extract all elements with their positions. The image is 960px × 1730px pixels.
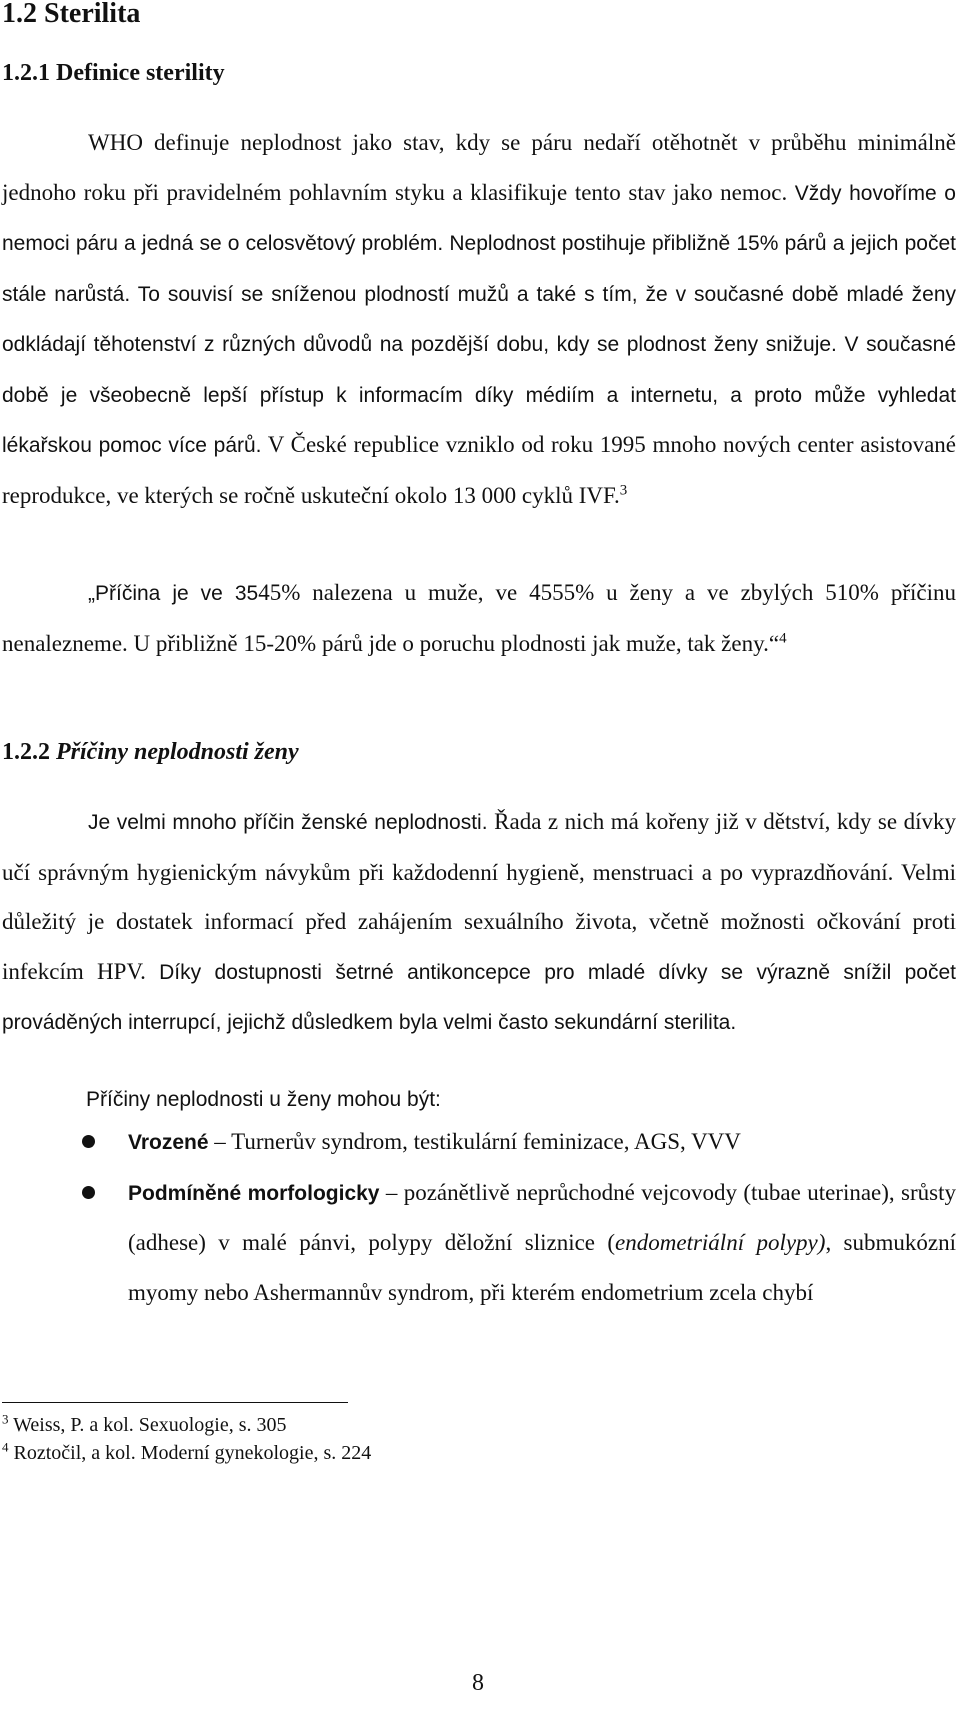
footnote-3 xyxy=(2,1411,371,1439)
list-item-text-end: , submukózní myomy nebo Ashermannův syndrom, při kterém endometrium zcela chybí xyxy=(128,1230,956,1305)
footnote-4 xyxy=(2,1439,371,1467)
page-number: 8 xyxy=(472,1670,484,1696)
footnote-ref-4: 4 xyxy=(779,629,787,646)
bullet-icon xyxy=(82,1186,95,1199)
quote-part-b: 45% nalezena u muže, ve 45 xyxy=(258,580,553,605)
footnotes xyxy=(2,1411,371,1467)
list-intro: Příčiny neplodnosti u ženy mohou být: xyxy=(86,1088,441,1111)
paragraph-female-causes xyxy=(2,797,956,1048)
list-item-term: Vrozené xyxy=(128,1131,209,1154)
footnote-text: Weiss, P. a kol. Sexuologie, s. 305 xyxy=(8,1414,287,1436)
paragraph-definition-part-a: WHO definuje neplodnost jako stav, kdy se páru nedaří otěhotnět v průběhu minimálně jednoho roku při pravidelném pohlavním styku a klasifikuje tento stav jako nemoc. xyxy=(2,130,956,205)
subsection-heading-1-2-1: 1.2.1 Definice sterility xyxy=(2,60,225,86)
causes-list xyxy=(0,1117,956,1317)
list-item-italic-text: endometriální polypy) xyxy=(615,1230,826,1255)
list-item-term: Podmíněné morfologicky xyxy=(128,1181,380,1205)
bullet-icon xyxy=(82,1135,95,1148)
subsection-number: 1.2.2 xyxy=(2,739,50,765)
list-item-text: – pozánětlivě neprůchodné vejcovody (tubae uterinae), srůsty (adhese) v malé pánvi, polypy děložní sliznice ( xyxy=(128,1179,956,1255)
paragraph-female-part-c: Velmi důležitý je dostatek informací před zahájením sexuálního života, včetně možnosti očkování proti infekcím HPV. xyxy=(2,859,956,984)
paragraph-female-part-a: Je velmi mnoho příčin ženské neplodnosti. xyxy=(88,811,495,834)
subsection-heading-1-2-2 xyxy=(2,734,299,770)
paragraph-definition-part-b: Vždy hovoříme o nemoci páru a jedná se o celosvětový problém. Neplodnost postihuje přibližně 15% párů a jejich počet stále narůstá. To souvisí se sníženou plodností mužů a také s tím, že v současné době mladé ženy odkládají těhotenství z různých důvodů na pozdější dobu, kdy se plodnost ženy snižuje. V současné době je všeobecně lepší přístup k informacím díky médiím a internetu, a proto může vyhledat lékařskou pomoc více párů. xyxy=(2,181,956,457)
list-item xyxy=(0,1117,956,1168)
footnote-number: 4 xyxy=(2,1439,9,1455)
footnote-separator xyxy=(2,1402,348,1403)
paragraph-definition xyxy=(2,118,956,520)
quote-part-a: „Příčina je ve 35 xyxy=(88,582,259,605)
footnote-ref-3: 3 xyxy=(619,481,628,498)
subsection-title: Příčiny neplodnosti ženy xyxy=(56,739,299,765)
quote-causes xyxy=(2,568,956,668)
list-item xyxy=(0,1168,956,1318)
paragraph-female-part-b: Řada z nich má kořeny již v dětství, kdy se dívky učí správným hygienickým návykům při každodenní hygieně, menstruaci a po vyprazdňování. xyxy=(2,809,956,885)
paragraph-female-part-d: Díky dostupnosti šetrné antikoncepce pro mladé dívky se výrazně snížil počet prováděných interrupcí, jejichž důsledkem byla velmi často sekundární sterilita. xyxy=(2,960,956,1034)
list-item-text: – Turnerův syndrom, testikulární feminizace, AGS, VVV xyxy=(208,1129,741,1154)
section-heading-1-2: 1.2 Sterilita xyxy=(2,0,141,29)
quote-part-c: 55% u ženy a ve zbylých 5 xyxy=(552,580,837,605)
paragraph-definition-part-c: V České republice vzniklo od roku 1995 mnoho nových center asistované reprodukce, ve kterých se ročně uskuteční okolo 13 000 cyklů IVF. xyxy=(2,432,957,508)
quote-part-d: 10% příčinu nenalezneme. U přibližně 15-20% párů jde o poruchu plodnosti jak muže, tak ženy.“ xyxy=(2,580,957,656)
footnote-number: 3 xyxy=(2,1411,9,1427)
footnote-text: Roztočil, a kol. Moderní gynekologie, s. 224 xyxy=(8,1442,372,1464)
